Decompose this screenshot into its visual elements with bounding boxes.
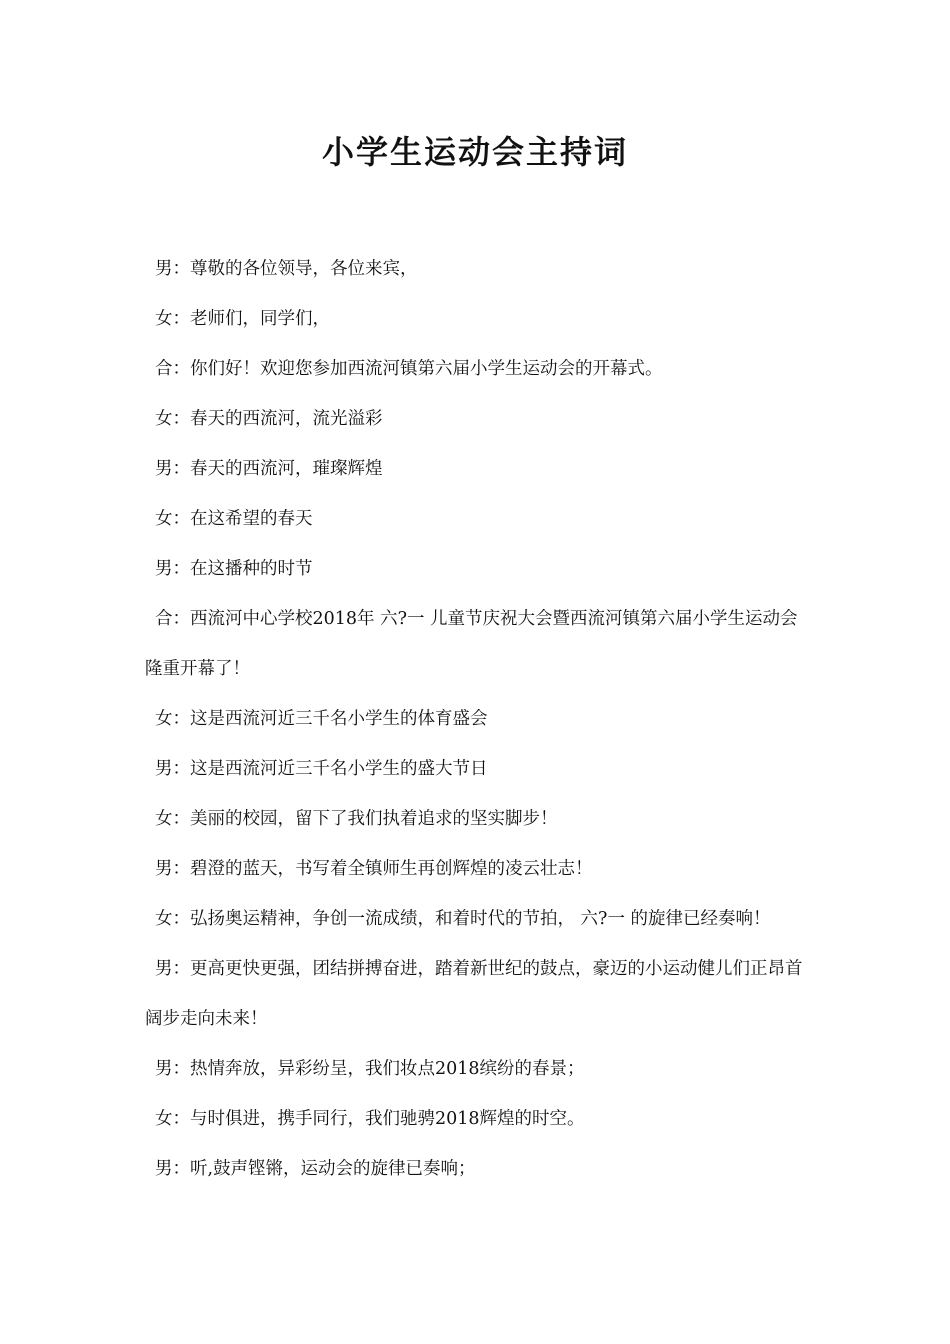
paragraph: 男：碧澄的蓝天，书写着全镇师生再创辉煌的凌云壮志！ — [155, 859, 593, 879]
document-body — [145, 244, 810, 1194]
paragraph: 男：在这播种的时节 — [155, 559, 313, 579]
paragraph: 男：这是西流河近三千名小学生的盛大节日 — [155, 759, 488, 779]
paragraph: 男：热情奔放，异彩纷呈，我们妆点2018缤纷的春景； — [155, 1059, 585, 1079]
paragraph: 女：在这希望的春天 — [155, 509, 313, 529]
paragraph: 男：更高更快更强，团结拼搏奋进，踏着新世纪的鼓点，豪迈的小运动健儿们正昂首阔步走向未来！ — [145, 959, 803, 1029]
paragraph: 合：西流河中心学校2018年 六?一 儿童节庆祝大会暨西流河镇第六届小学生运动会隆重开幕了！ — [145, 609, 798, 679]
paragraph: 男：尊敬的各位领导，各位来宾， — [155, 259, 418, 279]
paragraph: 合：你们好！欢迎您参加西流河镇第六届小学生运动会的开幕式。 — [155, 359, 663, 379]
paragraph: 女：与时俱进，携手同行，我们驰骋2018辉煌的时空。 — [155, 1109, 585, 1129]
paragraph: 男：春天的西流河，璀璨辉煌 — [155, 459, 383, 479]
paragraph: 男：听,鼓声铿锵，运动会的旋律已奏响； — [155, 1159, 476, 1179]
paragraph: 女：这是西流河近三千名小学生的体育盛会 — [155, 709, 488, 729]
paragraph: 女：老师们，同学们， — [155, 309, 330, 329]
paragraph: 女：春天的西流河，流光溢彩 — [155, 409, 383, 429]
document-title: 小学生运动会主持词 — [321, 133, 628, 171]
paragraph: 女：弘扬奥运精神，争创一流成绩，和着时代的节拍， 六?一 的旋律已经奏响！ — [155, 909, 771, 929]
paragraph: 女：美丽的校园，留下了我们执着追求的坚实脚步！ — [155, 809, 558, 829]
